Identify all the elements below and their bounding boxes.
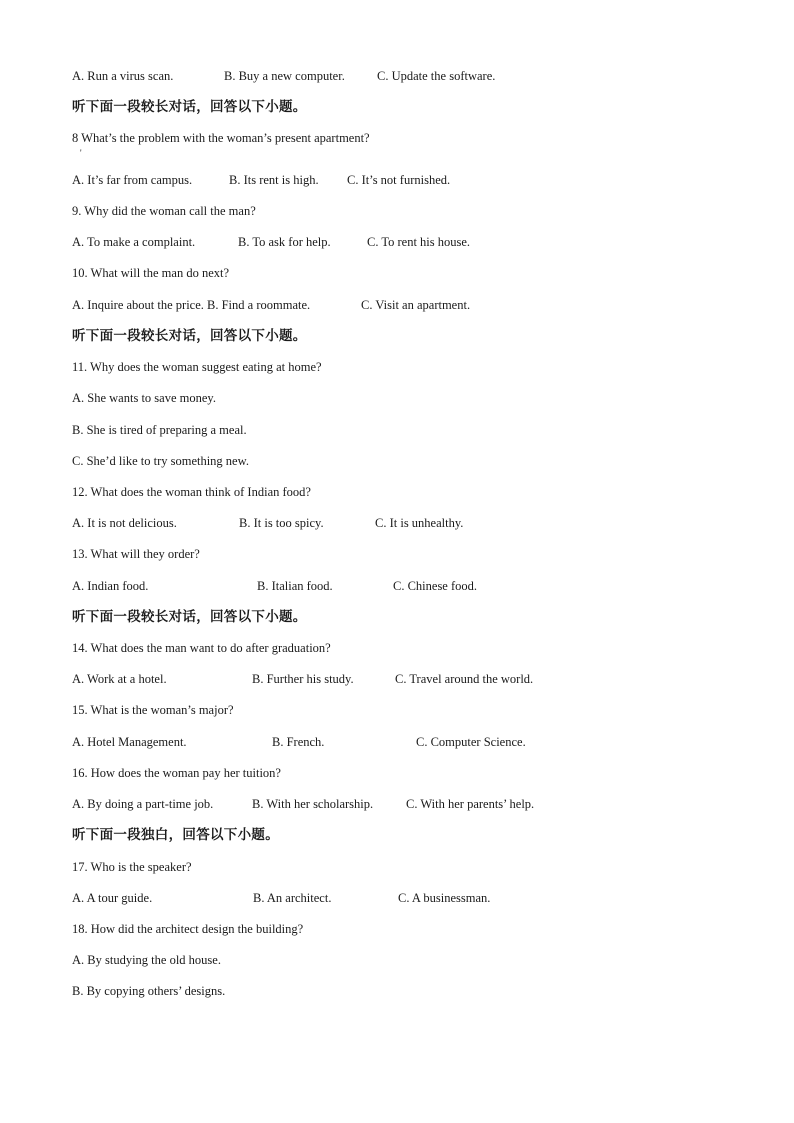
option-c: C. With her parents’ help.: [406, 797, 535, 811]
option-b: B. By copying others’ designs.: [72, 984, 226, 998]
option-a: A. Hotel Management.: [72, 735, 187, 749]
question-15: 15. What is the woman’s major?: [72, 703, 234, 717]
option-b: B. It is too spicy.: [239, 516, 324, 530]
question-16: 16. How does the woman pay her tuition?: [72, 766, 281, 780]
section-heading: 听下面一段较长对话，回答以下小题。: [72, 609, 307, 625]
question-14: 14. What does the man want to do after graduation?: [72, 641, 331, 655]
question-8: 8 What’s the problem with the woman’s present apartment?: [72, 131, 370, 145]
option-c: C. Travel around the world.: [395, 672, 534, 686]
option-c: C. To rent his house.: [367, 235, 471, 249]
question-10: 10. What will the man do next?: [72, 266, 230, 280]
option-c: C. Update the software.: [377, 69, 496, 83]
option-b: B. Further his study.: [252, 672, 354, 686]
option-b: B. French.: [272, 735, 325, 749]
section-heading: 听下面一段较长对话，回答以下小题。: [72, 328, 307, 344]
option-c: C. It’s not furnished.: [347, 173, 451, 187]
option-c: C. Computer Science.: [416, 735, 526, 749]
option-a-b: A. Inquire about the price. B. Find a roommate.: [72, 298, 311, 312]
option-a: A. Work at a hotel.: [72, 672, 167, 686]
option-a: A. Indian food.: [72, 579, 149, 593]
question-13: 13. What will they order?: [72, 547, 200, 561]
option-a: A. It is not delicious.: [72, 516, 177, 530]
option-c: C. Visit an apartment.: [361, 298, 471, 312]
question-17: 17. Who is the speaker?: [72, 860, 192, 874]
section-heading: 听下面一段较长对话，回答以下小题。: [72, 99, 307, 115]
option-a: A. A tour guide.: [72, 891, 153, 905]
question-9: 9. Why did the woman call the man?: [72, 204, 256, 218]
stray-mark: ': [80, 148, 82, 158]
option-a: A. It’s far from campus.: [72, 173, 193, 187]
option-b: B. She is tired of preparing a meal.: [72, 423, 247, 437]
section-heading: 听下面一段独白，回答以下小题。: [72, 827, 279, 843]
option-c: C. It is unhealthy.: [375, 516, 464, 530]
option-a: A. By studying the old house.: [72, 953, 221, 967]
option-b: B. Buy a new computer.: [224, 69, 345, 83]
option-b: B. With her scholarship.: [252, 797, 374, 811]
option-c: C. Chinese food.: [393, 579, 478, 593]
option-a: A. By doing a part-time job.: [72, 797, 214, 811]
option-c: C. A businessman.: [398, 891, 491, 905]
option-b: B. To ask for help.: [238, 235, 331, 249]
question-11: 11. Why does the woman suggest eating at home?: [72, 360, 322, 374]
option-a: A. Run a virus scan.: [72, 69, 174, 83]
option-b: B. Italian food.: [257, 579, 333, 593]
question-12: 12. What does the woman think of Indian food?: [72, 485, 311, 499]
option-b: B. Its rent is high.: [229, 173, 319, 187]
option-a: A. To make a complaint.: [72, 235, 196, 249]
question-18: 18. How did the architect design the building?: [72, 922, 304, 936]
option-a: A. She wants to save money.: [72, 391, 216, 405]
option-c: C. She’d like to try something new.: [72, 454, 249, 468]
option-b: B. An architect.: [253, 891, 332, 905]
